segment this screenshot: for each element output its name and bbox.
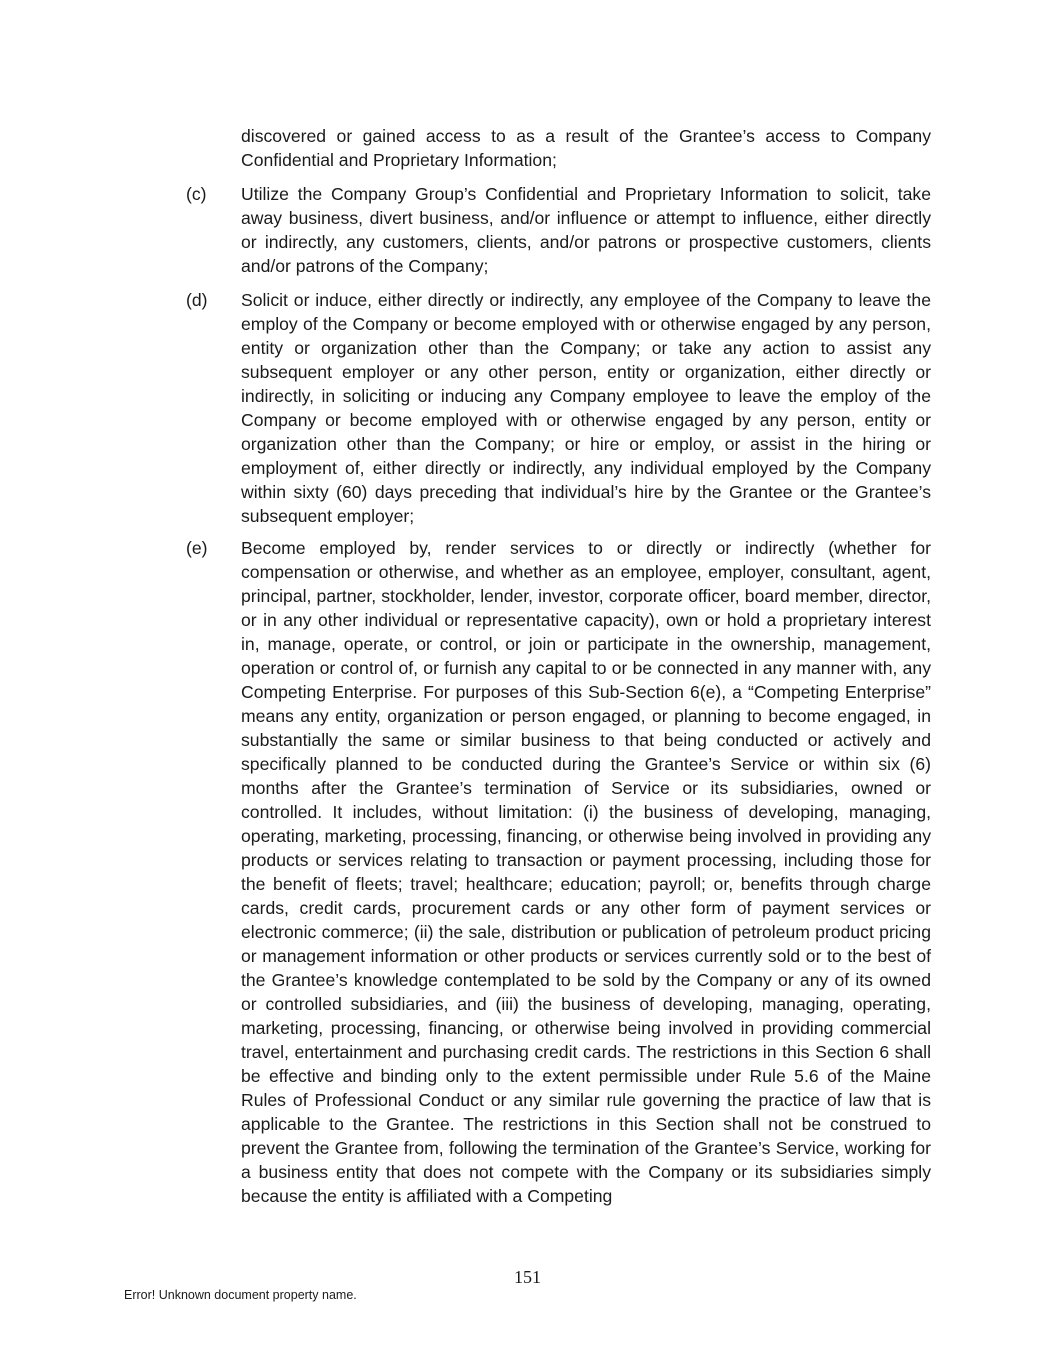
- list-item-text: Solicit or induce, either directly or indirectly, any employee of the Company to leave the employ of the Company or become employed with or otherwise engaged by any person, entity or organization other than the Company; or take any action to assist any subsequent employer or any other person, entity or organization, either directly or indirectly, in soliciting or inducing any Company employee to leave the employ of the Company or become employed with or otherwise engaged by any person, entity or organization other than the Company; or hire or employ, or assist in the hiring or employment of, either directly or indirectly, any individual employed by the Company within sixty (60) days preceding that individual’s hire by the Grantee or the Grantee’s subsequent employer;: [241, 290, 931, 526]
- footer-note: Error! Unknown document property name.: [124, 1288, 357, 1302]
- list-item-label: (c): [186, 184, 207, 204]
- page-number: 151: [514, 1267, 541, 1287]
- list-item-text: Utilize the Company Group’s Confidential and Proprietary Information to solicit, take away business, divert business, and/or influence or attempt to influence, either directly or indirectly, any customers, clients, and/or patrons or prospective customers, clients and/or patrons of the Company;: [241, 184, 931, 276]
- continuation-paragraph: discovered or gained access to as a result of the Grantee’s access to Company Confidential and Proprietary Information;: [241, 126, 931, 170]
- list-item-label: (d): [186, 290, 208, 310]
- list-item-text: Become employed by, render services to or directly or indirectly (whether for compensation or otherwise, and whether as an employee, employer, consultant, agent, principal, partner, stockholder, lender, investor, corporate officer, board member, director, or in any other individual or representative capacity), own or hold a proprietary interest in, manage, operate, or control, or join or participate in the ownership, management, operation or control of, or furnish any capital to or be connected in any manner with, any Competing Enterprise. For purposes of this Sub-Section 6(e), a “Competing Enterprise” means any entity, organization or person engaged, or planning to become engaged, in substantially the same or similar business to that being conducted or actively and specifically planned to be conducted during the Grantee’s Service or within six (6) months after the Grantee’s termination of Service or its subsidiaries, owned or controlled. It includes, without limitation: (i) the business of developing, managing, operating, marketing, processing, financing, or otherwise being involved in providing any products or services relating to transaction or payment processing, including those for the benefit of fleets; travel; healthcare; education; payroll; or, benefits through charge cards, credit cards, procurement cards or any other form of payment services or electronic commerce; (ii) the sale, distribution or publication of petroleum product pricing or management information or other products or services currently sold or to the best of the Grantee’s knowledge contemplated to be sold by the Company or any of its owned or controlled subsidiaries, and (iii) the business of developing, managing, operating, marketing, processing, financing, or otherwise being involved in providing commercial travel, entertainment and purchasing credit cards. The restrictions in this Section 6 shall be effective and binding only to the extent permissible under Rule 5.6 of the Maine Rules of Professional Conduct or any similar rule governing the practice of law that is applicable to the Grantee. The restrictions in this Section shall not be construed to prevent the Grantee from, following the termination of the Grantee’s Service, working for a business entity that does not compete with the Company or its subsidiaries simply because the entity is affiliated with a Competing: [241, 538, 931, 1206]
- list-item-label: (e): [186, 538, 208, 558]
